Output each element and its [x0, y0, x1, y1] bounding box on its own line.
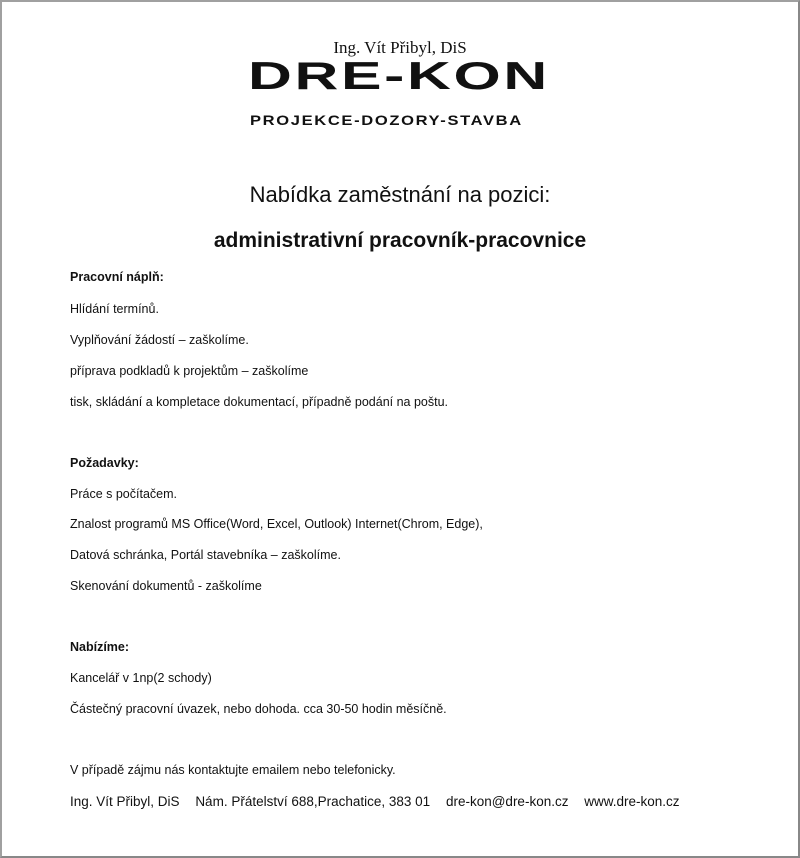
list-item: Skenování dokumentů - zaškolíme	[70, 579, 262, 593]
section-heading-duties: Pracovní náplň:	[70, 270, 164, 284]
list-item: Vyplňování žádostí – zaškolíme.	[70, 333, 249, 347]
offer-title: Nabídka zaměstnání na pozici:	[249, 182, 551, 207]
list-item: tisk, skládání a kompletace dokumentací, případně podání na poštu.	[70, 395, 449, 409]
list-item: Hlídání termínů.	[70, 302, 159, 316]
list-item: Znalost programů MS Office(Word, Excel, Outlook) Internet(Chrom, Edge),	[70, 517, 483, 531]
list-item: příprava podkladů k projektům – zaškolíme	[70, 364, 309, 378]
list-item: Částečný pracovní úvazek, nebo dohoda. cca 30-50 hodin měsíčně.	[70, 702, 447, 716]
section-heading-requirements: Požadavky:	[70, 456, 139, 470]
footer-contact	[70, 794, 692, 809]
footer-address: Nám. Přátelství 688,Prachatice, 383 01	[195, 794, 431, 809]
contact-note: V případě zájmu nás kontaktujte emailem nebo telefonicky.	[70, 763, 396, 777]
company-logo: DRE-KON	[248, 53, 550, 98]
list-item: Datová schránka, Portál stavebníka – zaškolíme.	[70, 548, 341, 562]
owner-name: Ing. Vít Přibyl, DiS	[333, 38, 467, 57]
footer-website[interactable]: www.dre-kon.cz	[584, 794, 680, 809]
section-heading-offer: Nabízíme:	[70, 640, 130, 654]
footer-email[interactable]: dre-kon@dre-kon.cz	[445, 794, 569, 809]
footer-name: Ing. Vít Přibyl, DiS	[70, 794, 180, 809]
list-item: Práce s počítačem.	[70, 487, 177, 501]
logo-subtitle: PROJEKCE-DOZORY-STAVBA	[250, 112, 523, 128]
list-item: Kancelář v 1np(2 schody)	[70, 671, 212, 685]
position-title: administrativní pracovník-pracovnice	[213, 229, 587, 252]
